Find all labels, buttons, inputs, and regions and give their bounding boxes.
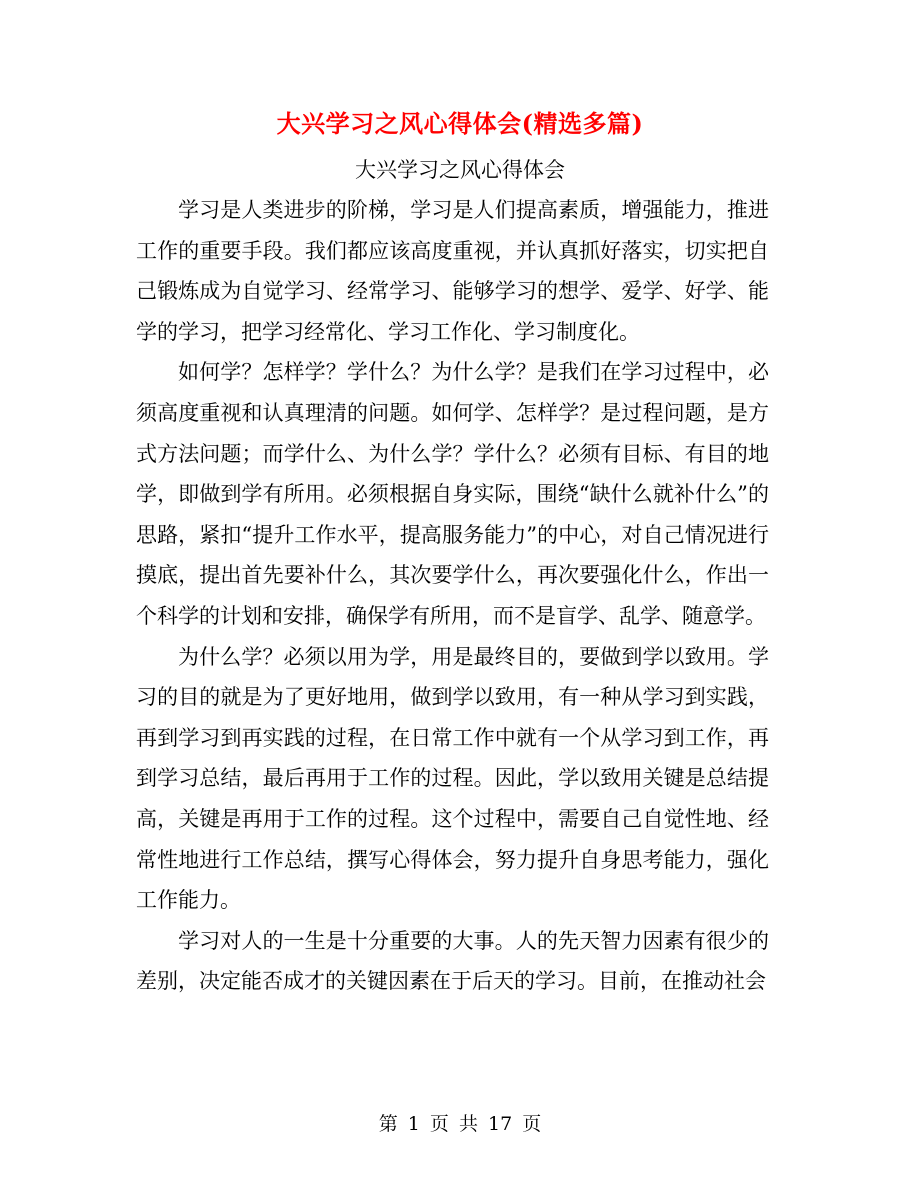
- paragraph: 如何学？怎样学？学什么？为什么学？是我们在学习过程中，必须高度重视和认真理清的问题。如何学、怎样学？是过程问题，是方式方法问题；而学什么、为什么学？学什么？必须有目标、有目的地学，即做到学有所用。必须根据自身实际，围绕“缺什么就补什么”的思路，紧扣“提升工作水平，提高服务能力”的中心，对自己情况进行摸底，提出首先要补什么，其次要学什么，再次要强化什么，作出一个科学的计划和安排，确保学有所用，而不是盲学、乱学、随意学。: [136, 360, 769, 628]
- document-body: [136, 190, 769, 1002]
- paragraph: 学习是人类进步的阶梯，学习是人们提高素质，增强能力，推进工作的重要手段。我们都应该高度重视，并认真抓好落实，切实把自己锻炼成为自觉学习、经常学习、能够学习的想学、爱学、好学、能学的学习，把学习经常化、学习工作化、学习制度化。: [136, 198, 769, 344]
- document-title: 大兴学习之风心得体会(精选多篇): [276, 109, 644, 138]
- paragraph: 为什么学？必须以用为学，用是最终目的，要做到学以致用。学习的目的就是为了更好地用，做到学以致用，有一种从学习到实践，再到学习到再实践的过程，在日常工作中就有一个从学习到工作，再到学习总结，最后再用于工作的过程。因此，学以致用关键是总结提高，关键是再用于工作的过程。这个过程中，需要自己自觉性地、经常性地进行工作总结，撰写心得体会，努力提升自身思考能力，强化工作能力。: [136, 644, 769, 913]
- document-subtitle: 大兴学习之风心得体会: [355, 158, 565, 182]
- page-number-footer: 第 1 页 共 17 页: [378, 1113, 542, 1135]
- paragraph: 学习对人的一生是十分重要的大事。人的先天智力因素有很少的差别，决定能否成才的关键因素在于后天的学习。目前，在推动社会: [136, 928, 769, 994]
